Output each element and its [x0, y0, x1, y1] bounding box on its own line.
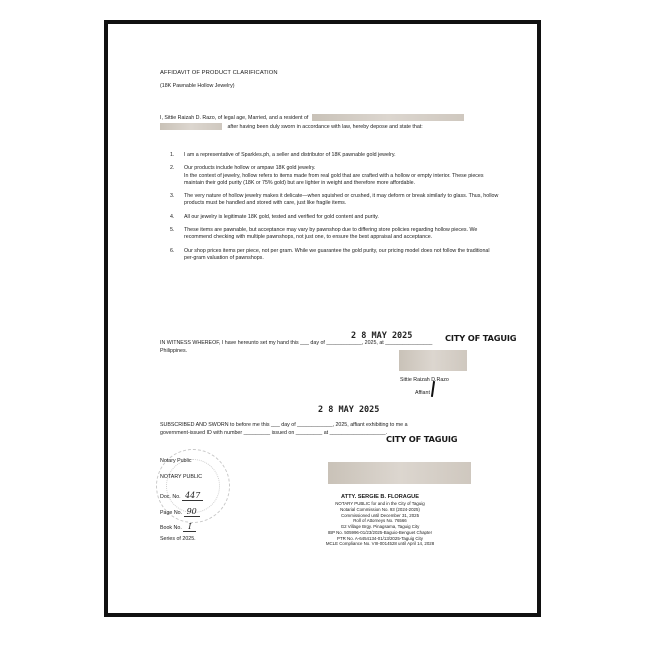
notary-lines	[300, 501, 460, 547]
notary-public-caps: NOTARY PUBLIC	[160, 474, 203, 480]
statement-number: 2.	[170, 165, 175, 172]
book-no-label: Book No.	[160, 525, 182, 531]
signatory-role: Affiant	[415, 390, 430, 396]
statement-item	[170, 214, 500, 221]
affidavit-page	[108, 24, 537, 613]
intro-text-1: I, Sittie Raizah D. Razo, of legal age, Married, and a resident of	[160, 114, 309, 121]
statement-item	[170, 165, 500, 187]
redacted-signature	[399, 350, 467, 371]
doc-no-value: 447	[182, 491, 203, 501]
book-no-row	[160, 521, 196, 532]
book-no-value: I	[183, 522, 196, 532]
notary-detail-line: Commissioned until December 31, 2025	[340, 512, 420, 518]
statement-number: 5.	[170, 227, 175, 234]
notary-detail-line: IBP No. 505996-01/23/2025-Baguio-Benguet Chapter	[327, 529, 433, 535]
statement-number: 1.	[170, 152, 175, 158]
page-no-value: 90	[184, 507, 200, 517]
intro-text-2: after having been duly sworn in accordance with law, hereby depose and state that:	[227, 123, 423, 130]
doc-no-label: Doc. No.	[160, 494, 181, 500]
city-stamp-2: CITY OF TAGUIG	[386, 434, 458, 444]
signatory-name: Sittie Raizah D.Razo	[400, 377, 449, 383]
statement-text: Our products include hollow or ampaw 18K gold jewelry. In the context of jewelry, hollow refers to items made from real gold that are crafted with a hollow or empty interior. These pieces maintain their gold purity (18K or 75% gold) but are lighter in weight and therefore more affordable.	[184, 165, 484, 186]
intro-line-1	[160, 114, 464, 122]
notary-detail-line: Roll of Attorneys No. 76566	[353, 518, 407, 524]
subscribed-line-2: government-issued ID with number _________ issued on _________ at ___________________.	[160, 430, 388, 436]
notary-seal-inner	[166, 459, 220, 513]
notary-detail-line: MCLE Compliance No. VIII-0014528 until April 14, 2028	[325, 541, 435, 547]
subscribed-line-1: SUBSCRIBED AND SWORN to before me this ___ day of ____________, 2025, affiant exhibiting to me a	[160, 422, 408, 428]
redacted-address-2	[160, 123, 222, 130]
statement-item	[170, 193, 500, 208]
date-stamp-1: 2 8 MAY 2025	[351, 331, 413, 341]
statement-item	[170, 227, 500, 242]
notary-detail-line: NOTARY PUBLIC for and in the City of Taguig	[335, 501, 425, 507]
statement-text: These items are pawnable, but acceptance may vary by pawnshop due to differing store policies regarding hollow pieces. We recommend checking with multiple pawnshops, not just one, to ensure the best appraisal and acceptance.	[184, 227, 478, 241]
witness-line: IN WITNESS WHEREOF, I have hereunto set my hand this ___ day of ____________, 2025, at ________________	[160, 340, 433, 346]
statement-number: 3.	[170, 193, 175, 200]
statement-item	[170, 152, 500, 159]
notary-detail-line: G2 Village Brgy. Pinagsama, Taguig City	[340, 524, 420, 530]
redacted-address-1	[312, 114, 464, 121]
statement-text: The very nature of hollow jewelry makes it delicate—when squished or crushed, it may deform or break similarly to glass. Thus, hollow products must be handled and stored with care, just like fragile items.	[184, 193, 499, 207]
notary-public-label: Notary Public	[160, 458, 192, 464]
document-title: AFFIDAVIT OF PRODUCT CLARIFICATION	[160, 70, 278, 76]
notary-name: ATTY. SERGIE B. FLORAGUE	[341, 494, 419, 500]
notary-detail-line: Notarial Commission No. 93 (2024-2025)	[340, 506, 420, 512]
statement-number: 6.	[170, 247, 175, 254]
document-frame	[104, 20, 541, 617]
document-subtitle: (18K Pawnable Hollow Jewelry)	[160, 83, 235, 89]
page-no-label: Page No.	[160, 510, 183, 516]
statement-text: I am a representative of Sparkles.ph, a seller and distributor of 18K pawnable gold jewelry.	[184, 152, 396, 158]
statement-text: Our shop prices items per piece, not per gram. While we guarantee the gold purity, our pricing model does not follow the traditional per-gram valuation of pawnshops.	[184, 247, 490, 261]
statement-text: All our jewelry is legitimate 18K gold, tested and verified for gold content and purity.	[184, 213, 379, 220]
city-stamp-1: CITY OF TAGUIG	[445, 333, 517, 343]
witness-line-2: Philippines.	[160, 348, 188, 354]
redacted-notary-signature	[328, 462, 471, 484]
statement-item	[170, 248, 500, 263]
statement-list	[170, 152, 500, 268]
doc-no-row	[160, 490, 203, 501]
page-no-row	[160, 506, 200, 517]
date-stamp-2: 2 8 MAY 2025	[318, 405, 380, 415]
notary-details	[300, 494, 460, 547]
series-line: Series of 2025.	[160, 536, 196, 542]
statement-number: 4.	[170, 213, 175, 220]
notary-detail-line: PTR No. A-6454134-01/13/2025-Taguig City	[337, 535, 423, 541]
intro-line-2	[160, 123, 423, 131]
